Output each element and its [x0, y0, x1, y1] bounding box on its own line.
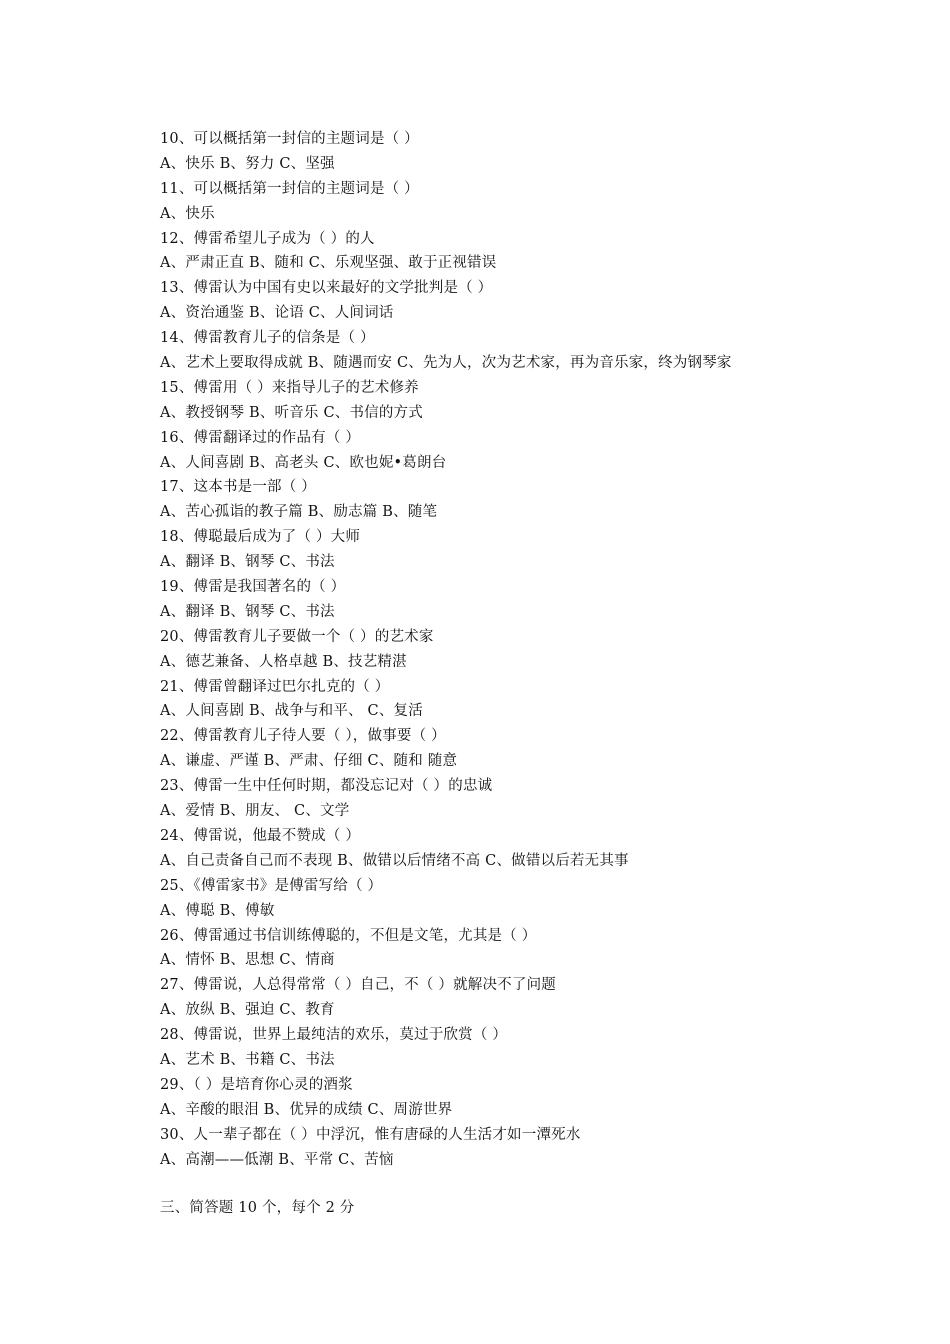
options-20: A、德艺兼备、人格卓越 B、技艺精湛: [160, 653, 407, 670]
section-heading: 三、简答题 10 个，每个 2 分: [160, 1200, 355, 1217]
options-12: A、严肃正直 B、随和 C、乐观坚强、敢于正视错误: [160, 255, 497, 272]
question-21: 21、傅雷曾翻译过巴尔扎克的（ ）: [160, 678, 390, 695]
question-17: 17、这本书是一部（ ）: [160, 479, 316, 496]
question-14: 14、傅雷教育儿子的信条是（ ）: [160, 330, 375, 347]
options-27: A、放纵 B、强迫 C、教育: [160, 1002, 335, 1019]
question-list: [160, 127, 920, 1221]
options-22: A、谦虚、严谨 B、严肃、仔细 C、随和 随意: [160, 753, 458, 770]
options-30: A、高潮——低潮 B、平常 C、苦恼: [160, 1151, 394, 1168]
options-21: A、人间喜剧 B、战争与和平、 C、复活: [160, 703, 423, 720]
question-29: 29、（ ）是培育你心灵的酒浆: [160, 1076, 353, 1093]
options-24: A、自己责备自己而不表现 B、做错以后情绪不高 C、做错以后若无其事: [160, 852, 629, 869]
question-24: 24、傅雷说，他最不赞成（ ）: [160, 827, 361, 844]
options-29: A、辛酸的眼泪 B、优异的成绩 C、周游世界: [160, 1101, 453, 1118]
question-11: 11、可以概括第一封信的主题词是（ ）: [160, 180, 419, 197]
question-15: 15、傅雷用（ ）来指导儿子的艺术修养: [160, 379, 419, 396]
options-25: A、傅聪 B、傅敏: [160, 902, 275, 919]
question-13: 13、傅雷认为中国有史以来最好的文学批判是（ ）: [160, 280, 493, 297]
options-28: A、艺术 B、书籍 C、书法: [160, 1051, 335, 1068]
options-17: A、苦心孤诣的教子篇 B、励志篇 B、随笔: [160, 504, 438, 521]
options-19: A、翻译 B、钢琴 C、书法: [160, 603, 335, 620]
options-10: A、快乐 B、努力 C、坚强: [160, 155, 335, 172]
question-28: 28、傅雷说，世界上最纯洁的欢乐，莫过于欣赏（ ）: [160, 1027, 508, 1044]
question-20: 20、傅雷教育儿子要做一个（ ）的艺术家: [160, 628, 434, 645]
question-30: 30、人一辈子都在（ ）中浮沉，惟有唐碌的人生活才如一潭死水: [160, 1126, 581, 1143]
options-15: A、教授钢琴 B、听音乐 C、书信的方式: [160, 404, 423, 421]
question-27: 27、傅雷说，人总得常常（ ）自己，不（ ）就解决不了问题: [160, 977, 556, 994]
question-10: 10、可以概括第一封信的主题词是（ ）: [160, 131, 419, 147]
options-26: A、情怀 B、思想 C、情商: [160, 952, 335, 969]
options-11: A、快乐: [160, 205, 215, 222]
options-13: A、资治通鉴 B、论语 C、人间词话: [160, 305, 394, 322]
question-19: 19、傅雷是我国著名的（ ）: [160, 579, 346, 596]
question-26: 26、傅雷通过书信训练傅聪的，不但是文笔，尤其是（ ）: [160, 927, 537, 944]
question-18: 18、傅聪最后成为了（ ）大师: [160, 529, 361, 546]
options-18: A、翻译 B、钢琴 C、书法: [160, 554, 335, 571]
question-16: 16、傅雷翻译过的作品有（ ）: [160, 429, 361, 446]
options-14: A、艺术上要取得成就 B、随遇而安 C、先为人，次为艺术家，再为音乐家，终为钢琴家: [160, 355, 732, 372]
question-12: 12、傅雷希望儿子成为（ ）的人: [160, 230, 375, 247]
options-16: A、人间喜剧 B、高老头 C、欧也妮•葛朗台: [160, 454, 447, 471]
question-22: 22、傅雷教育儿子待人要（ ），做事要（ ）: [160, 728, 446, 745]
options-23: A、爱情 B、朋友、 C、文学: [160, 803, 350, 820]
question-25: 25、《傅雷家书》是傅雷写给（ ）: [160, 877, 383, 894]
question-23: 23、傅雷一生中任何时期，都没忘记对（ ）的忠诚: [160, 778, 493, 795]
